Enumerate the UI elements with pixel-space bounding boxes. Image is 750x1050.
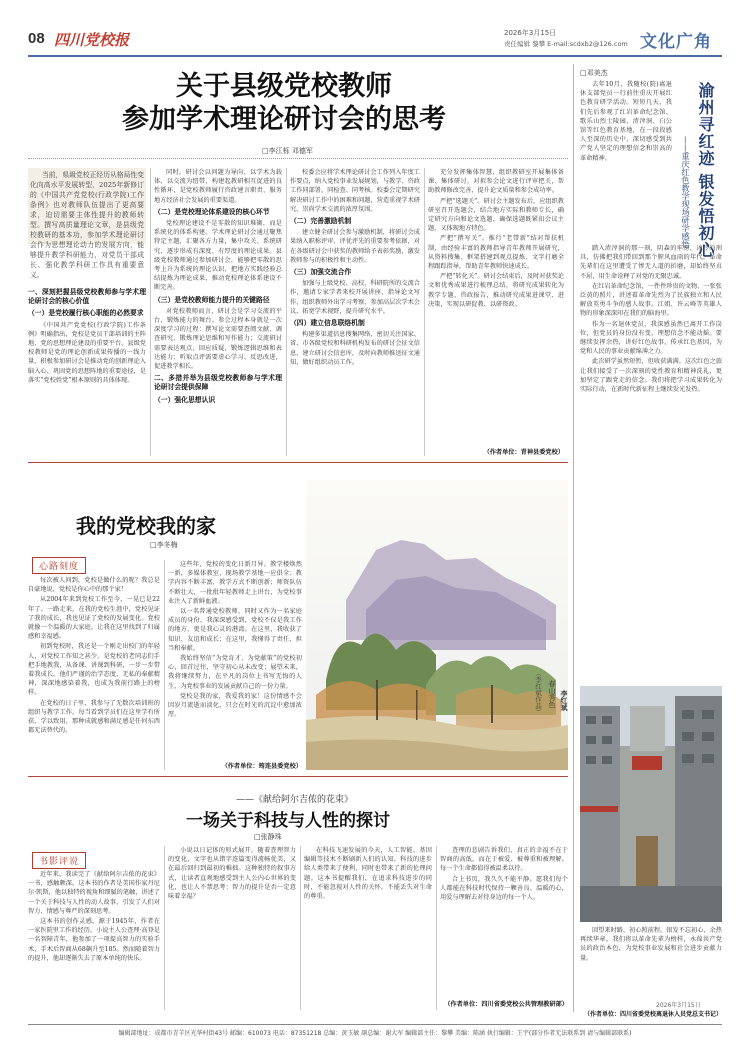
article3-p2: 这本书的创作灵感，源于1945年，作者在一家医院里工作的经历。小说主人公查理·高登是一名智障青年，他参加了一项提高智力的实验手术，手术后智商从68飙升至185。然而随着智力的提升，他却逐渐失去了原本单纯的快乐。: [28, 918, 160, 962]
article1-p6: 建立健全研讨会参与激励机制，将研讨会成果纳入职称评审、评优评先的重要参考依据，对在各级研讨会中获奖的教师给予表彰奖励，激发教师参与的积极性和主动性。: [290, 229, 420, 264]
article1-title: [84, 70, 484, 136]
painting-caption: （李红斌作品）: [534, 670, 542, 716]
divider: [300, 846, 301, 1010]
article1-sub2: （二）是党校理论体系建设的核心环节: [154, 207, 270, 216]
article1-sub5: （二）完善激励机制: [290, 217, 352, 226]
article2-tag: 心路刻度: [32, 557, 86, 574]
article2-author: □李冬梅: [150, 541, 178, 549]
article1-column-3: [290, 168, 420, 458]
article1-sub4: （一）强化思想认识: [154, 395, 216, 404]
article4-credit: （作者单位：四川省委党校离退休人员党总支书记）: [583, 1011, 722, 1018]
article1-title-line2: 参加学术理论研讨会的思考: [122, 104, 446, 135]
article2-credit: （作者单位：筠连县委党校）: [221, 763, 302, 770]
article2-column-2: [168, 560, 302, 760]
article2-p3: 初到党校时，我还是一个刚走出校门的年轻人，对党校工作知之甚少。是党校的老同志们手把手地教我，从备课、讲课到科研，一步一步带着我成长。他们严谨的治学态度、无私的奉献精神，深深地感染着我，也成为我前行路上的榜样。: [28, 643, 160, 697]
article1-title-rule: [28, 158, 568, 159]
article2-p2: 从2004年来到党校工作至今，一晃已是22年了。一路走来，在我的党校生涯中，党校见证了我的成长，我也见证了党校的发展变化。党校就像一个温暖的大家庭，让我在这里找到了归属感和幸福感。: [28, 596, 160, 641]
article4-bottom-column: [580, 926, 722, 1000]
article1-sub7: （四）建立信息联络机制: [290, 319, 365, 328]
article3-title: 一场关于科技与人性的探讨: [186, 811, 390, 831]
divider: [150, 168, 151, 456]
article1-sub3: （三）是党校教师能力提升的关键路径: [154, 295, 270, 304]
article3-kicker: ——《献给阿尔吉侬的花束》: [236, 795, 354, 805]
article4-p2: 踏入渣滓洞的那一刻，阴森的牢房、冰冷的刑具，仿佛把我们带回到那个腥风血雨的年代。革命先辈们在这里遭受了惨无人道的折磨，却始终坚贞不屈，用生命诠释了对党的无限忠诚。: [580, 245, 722, 280]
article2-title: 我的党校我的家: [76, 514, 216, 538]
article4-p6: 回望来时路，初心照前程。银发不忘初心，余热再续华章。我们将以革命先辈为榜样，永葆共产党员的政治本色，为党校事业发展和社会进步贡献力量。: [580, 927, 722, 962]
article4-p4: 作为一名退休党员，我深感虽然已离开工作岗位，但党员的身份没有变，理想信念不能动摇。要继续发挥余热，讲好红色故事，传承红色基因，为党和人民的事业贡献绵薄之力。: [580, 320, 722, 356]
article1-abstract-column: [28, 168, 146, 458]
article1-abstract: 当前，県級党校正经历从格局性变化向高水平发展转型，2025年新修订的《中国共产党党校(行政学院)工作条例》也对教师队伍提出了更高要求，迫切需要主体性提升的教师转型。撰写高质量理论文章，是县级党校教研的基本功，参加学术理论研讨会作为思想理论动力的发展方向，能够提升教学科研能力，对党员干部成长、强化教学科研工作具有重要意义。: [30, 171, 144, 279]
article4-p5: 此次研学虽然短暂，但收获满满。这次红色之旅让我们接受了一次深刻的党性教育和精神洗礼，更加坚定了跟党走的信念。我们将把学习成果转化为实际行动，在新时代新征程上继续发光发热。: [580, 358, 722, 394]
article3-credit: （作者单位：四川省委党校公共管理教研部）: [444, 1001, 568, 1008]
article2-p4: 在党校的日子里，我参与了无数次培训班的组织与教学工作，每当看到学员们在这里学有所获、学以致用，那种成就感和满足感是任何东西都无法替代的。: [28, 699, 160, 735]
article1-p7: 加强与上级党校、高校、科研院所的交流合作，邀请专家学者来校开展讲座、指导论文写作，组织教师外出学习考察、参加高层次学术会议，拓宽学术视野，提升研究水平。: [290, 280, 420, 315]
article1-p11: 严把“撰写关”。推行“老带新”结对帮扶机制，由经验丰富的教师指导青年教师开展研究，从资料搜集、框架搭建到观点提炼、文字打磨全程跟踪指导，帮助青年教师快速成长。: [428, 235, 564, 271]
article3-column-1: [28, 870, 160, 1008]
article3-p1: 近年来，我读完了《献给阿尔吉侬的花束》一书，感触颇深。这本书的作者是美国作家丹尼尔·凯斯，他以独特的视角和细腻的笔触，讲述了一个关于科技与人性的动人故事，引发了人们对智力、情感与尊严的深刻思考。: [28, 871, 160, 915]
article3-column-4: [440, 846, 568, 998]
article4-photo: [580, 686, 722, 922]
landscape-painting: [306, 480, 568, 770]
article3-p4: 在科技飞速发展的今天，人工智能、基因编辑等技术不断刷新人们的认知。科技的进步给人类带来了便利，同时也带来了新的伦理问题。这本书提醒我们，在追求科技进步的同时，不能忽视对人性的关怀，不能丢失对生命的尊重。: [304, 847, 432, 901]
section-title: 文化广角: [640, 32, 712, 52]
article4-top-column: [580, 80, 672, 240]
article4-author: □邓美杰: [580, 69, 608, 77]
painting-signature: 李红斌: [560, 690, 568, 711]
article1-section2-heading: 二、多措并举为县级党校教师参与学术理论研讨会提供保障: [154, 374, 282, 392]
article4-photo-caption: 2026年3月15日: [656, 1002, 701, 1009]
painting-title: 春山秀色: [548, 680, 556, 708]
article1-credit: （作者单位：青神县委党校）: [483, 449, 564, 456]
article1-column-2: [154, 168, 282, 458]
article3-author: □张静珠: [254, 833, 282, 841]
article4-title-sub: ——重庆红色教学现场研学感悟: [681, 136, 690, 248]
masthead-rule: [28, 55, 722, 57]
article2-column-1: [28, 576, 160, 770]
article4-p3: 在红岩革命纪念馆，一件件珍贵的文物、一张张泛黄的照片，讲述着革命先烈为了民族独立和人民解放英勇斗争的感人故事。江姐、许云峰等英雄人物的形象深深印在我们的脑海里。: [580, 282, 722, 318]
article2-p1: 每次被人问到，党校是做什么的呢？我总是自豪地说，党校是你心中的那个家！: [28, 577, 160, 594]
divider: [164, 560, 165, 770]
article2-p8: 党校是我的家，我爱我的家！这份情感不会因岁月流逝而淡化，只会在时光的沉淀中愈加浓厚。: [168, 692, 302, 719]
masthead-date: 2026年3月15日: [504, 29, 557, 37]
chongqing-street-photo: [580, 686, 722, 922]
article1-authors: □李江栎 邓德军: [262, 147, 313, 155]
article1-p3: 党校理论建设不是零散的知识堆砌，而是系统化的体系构建。学术理论研讨会通过聚焦特定主题，汇聚各方力量，集中攻关、系统研究，逐步形成有深度、有厚度的理论成果。县级党校教师通过参加研讨会，能够把零散的思考上升为系统的理论认识，把地方实践经验总结提炼为理论成果，推动党校理论体系建设不断完善。: [154, 220, 282, 292]
masthead-logo: 四川党校报: [54, 31, 130, 49]
article1-p10: 严把“选题关”。研讨会主题发布后，应组织教研室召开选题会，结合地方实际和教师专长，确定研究方向和论文选题，确保选题既紧扣会议主题，又体现地方特色。: [428, 197, 564, 233]
article1-p8: 构建多渠道信息搜集网络，密切关注国家、省、市各级党校和科研机构发布的研讨会征文信息，建立研讨会信息库，及时向教师推送征文通知，做好组织动员工作。: [290, 331, 420, 366]
divider: [573, 64, 574, 1012]
divider: [424, 168, 425, 456]
article2-p7: 我始终坚信“为党育才、为党献策”的党校初心，回首过往，坚守初心从未改变；展望未来，我将继续努力，在平凡的岗位上书写无悔的人生，为党校事业的发展贡献自己的一份力量。: [168, 655, 302, 690]
article3-column-2: [168, 846, 296, 1010]
footer-text: 编辑部地址：成都市青羊区光华村街43号 邮编：610073 电话：87351218 总编：黄玉敏 副总编：谢大军 编辑部主任：黎攀 美编：陈涵 执行编辑：王宇(部分作者无法联系到 请与编辑部联系): [118, 1030, 632, 1037]
article1-p12: 严把“转化关”。研讨会结束后，及时对获奖论文和优秀成果进行梳理总结，将研究成果转化为教学专题、咨政报告，推动研究成果进课堂、进决策，实现以研促教、以研资政。: [428, 273, 564, 308]
article3-p3: 小说以日记体的形式展开，随着查理智力的变化，文字也从错字连篇变得流畅优美，又在最后回归到最初的稚拙。这种独特的叙事方式，让读者直观地感受到主人公内心世界的变化，也让人不禁思考：智力的提升是否一定意味着幸福？: [168, 847, 296, 901]
divider: [164, 846, 165, 1010]
article3-column-3: [304, 846, 432, 1010]
divider: [436, 846, 437, 1010]
section-rule: [28, 776, 568, 777]
article3-tag: 书影评说: [32, 852, 86, 869]
article1-p1: 《中国共产党党校(行政学院)工作条例》明确指出，党校是党员干部培训的主阵地、党的思想理论建设的重要平台。县级党校教师是党的理论创新成果传播的一线力量，积极参加研讨会是推动党的创新理论入脑入心、巩固党的思想阵地的重要途径，是落实“党校姓党”根本原则的具体体现。: [28, 321, 146, 384]
article1-p4: 对党校教师而言，研讨会是学习交流的平台、锻炼能力的舞台。参会过程本身就是一次深度学习的过程：撰写论文需要查阅文献、调查研究，锻炼理论思维和写作能力；交流研讨需要表达观点、回应质疑，锻炼逻辑思维和表达能力；听取点评需要虚心学习、反思改进，促进教学相长。: [154, 307, 282, 371]
article1-column-4: [428, 168, 564, 448]
article2-p5: 这些年，党校的变化日新月异。教学楼焕然一新，多媒体教室、现场教学基地一应俱全；教学内容不断丰富，教学方式不断创新；师资队伍不断壮大，一批批年轻教师走上讲台，为党校事业注入了新鲜血液。: [168, 561, 302, 605]
article1-title-line1: 关于县级党校教师: [176, 71, 392, 102]
article1-sub1: （一）是党校履行核心职能的必然要求: [28, 309, 144, 318]
article3-p5: 查理的悲剧告诉我们，真正的幸福不在于智商的高低，而在于被爱、被尊重和被理解。每一个生命都值得被温柔以待。: [440, 847, 568, 873]
article1-p5: 校委会应将学术理论研讨会工作列入年度工作要点，纳入党校事业发展规划，与教学、咨政工作同部署、同检查、同考核。校委会定期研究解决研讨工作中的困难和问题，营造重视学术研究、崇尚学术交流的浓厚氛围。: [290, 169, 420, 213]
article4-title-main: 渝州寻红迹 银发悟初心: [696, 82, 715, 259]
article2-p6: 以一名普通党校教师、同时又作为一名家庭成员的身份，我深深感受到，党校不仅是我工作的地方，更是我心灵的港湾。在这里，我收获了知识、友谊和成长；在这里，我懂得了责任、担当和奉献。: [168, 608, 302, 652]
page-number: 08: [28, 30, 45, 47]
masthead: [28, 26, 722, 54]
footer-rule: [28, 1024, 722, 1025]
section-rule: [28, 462, 568, 463]
article1-section1-heading: 一、深刻把握县级党校教师参与学术理论研讨会的核心价值: [28, 288, 146, 306]
article1-p2: 同时，研讨会以问题为导向、以学术为载体、以交流为纽带，构建起教研相互促进的良性循环，是党校教师履行咨政建言职责、服务地方经济社会发展的重要渠道。: [154, 169, 282, 204]
divider: [286, 168, 287, 456]
article1-p9: 充分发挥集体智慧，组织教研室开展集体备课、集体研讨，对拟参会论文进行评审把关，帮助教师修改完善，提升论文质量和参会成功率。: [428, 169, 564, 195]
article4-p1: 去年10月，我随校(院)离退休支部党员一行前往重庆开展红色教育研学活动。短短几天，我们先后参观了红岩革命纪念馆、歌乐山烈士陵园、渣滓洞、白公馆等红色教育基地，在一段段感人至深的历史中，深切感受到共产党人坚定的理想信念和崇高的革命精神。: [580, 81, 672, 162]
masthead-editors: 责任编辑 黎攀 E-mail:scdxb2@126.com: [504, 40, 628, 48]
article4-column: [580, 244, 722, 682]
article3-p6: 合上书页，我久久不能平静。愿我们每个人都能在科技时代保持一颗善良、温暖的心，用爱与理解去对待身边的每一个人。: [440, 875, 568, 902]
painting: [306, 480, 568, 770]
article1-sub6: （三）加强交流合作: [290, 268, 352, 277]
